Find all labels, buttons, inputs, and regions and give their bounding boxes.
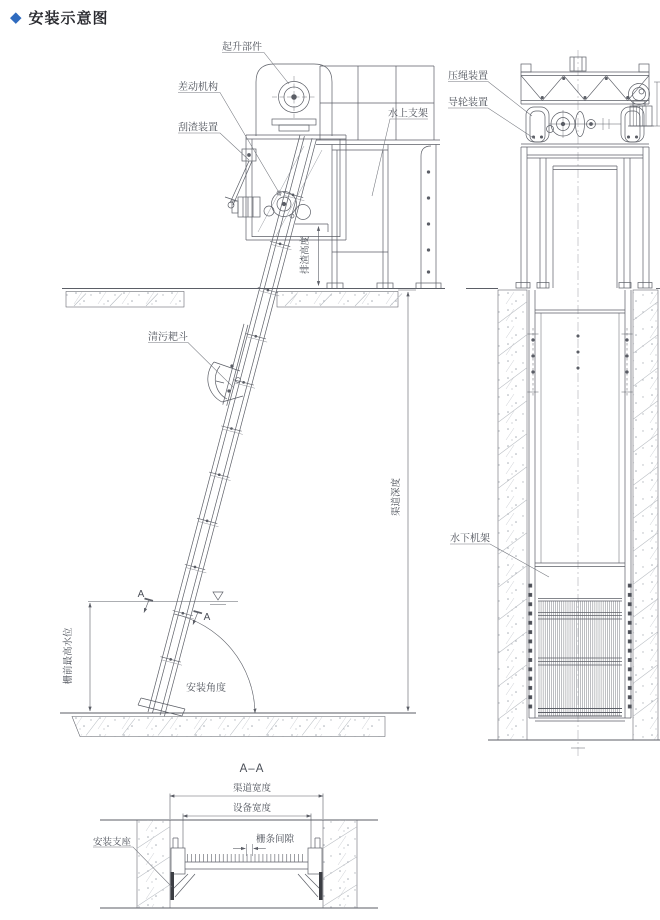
rope-press-bracket: [526, 107, 549, 142]
label-mounting-support: 安装支座: [93, 837, 132, 848]
water-level-symbol: [88, 592, 238, 605]
left-side-elevation: [60, 64, 445, 737]
label-equipment-width: 设备宽度: [232, 803, 272, 814]
overdeck-columns: [516, 147, 652, 288]
platform-railing: [316, 66, 440, 145]
leader-lifting-unit: [222, 53, 289, 85]
label-overwater-bracket: 水上支架: [388, 108, 428, 120]
label-cleaning-rake: 清污耙斗: [148, 332, 188, 343]
label-channel-width: 渠道宽度: [232, 783, 272, 794]
overwater-bracket-frame: [327, 145, 441, 289]
install-angle-arc: [174, 614, 255, 713]
page-header: [10, 7, 109, 28]
leader-guide-wheel: [448, 108, 535, 139]
incline-screen-rails: [138, 135, 316, 716]
diamond-icon: ◆: [10, 9, 22, 26]
leader-cleaning-rake: [148, 343, 234, 389]
section-left-wall: [137, 820, 170, 908]
leader-differential-mechanism: [178, 93, 281, 197]
page-title: 安装示意图: [28, 10, 109, 27]
label-underwater-frame: 水下机架: [450, 533, 490, 545]
discharge-level: [295, 224, 328, 232]
section-cut-marks: [144, 599, 202, 625]
bar-screen-front: [529, 584, 632, 716]
leader-scraper-device: [178, 133, 249, 160]
label-guide-wheel: 导轮装置: [448, 97, 488, 109]
label-channel-depth: 渠道深度: [391, 477, 402, 517]
label-max-water-level: 栅前最高水位: [63, 627, 74, 685]
label-rope-press: 压绳装置: [448, 71, 488, 82]
right-front-elevation: [74, 50, 660, 758]
concrete-deck: [62, 289, 445, 308]
leader-overwater-bracket: [372, 119, 428, 196]
section-title: A–A: [239, 763, 265, 775]
label-bar-gap: 栅条间隙: [256, 834, 295, 845]
label-section-a-1: A: [137, 589, 145, 600]
scraper-device: [225, 149, 256, 208]
label-differential-mechanism: 差动机构: [178, 82, 218, 93]
label-discharge-height: 排渣高度: [300, 235, 311, 275]
right-anchor: [319, 872, 323, 900]
label-section-a-2: A: [203, 612, 211, 623]
cleaning-rake-bucket: [208, 324, 248, 406]
label-leaders: [93, 53, 549, 888]
label-install-angle: 安装角度: [186, 683, 226, 694]
label-scraper-device: 刮渣装置: [178, 122, 218, 134]
guide-wheel-bracket: [621, 107, 644, 142]
drive-motor: [238, 197, 260, 217]
section-right-wall: [323, 820, 357, 908]
label-lifting-unit: 起升部件: [222, 42, 262, 53]
